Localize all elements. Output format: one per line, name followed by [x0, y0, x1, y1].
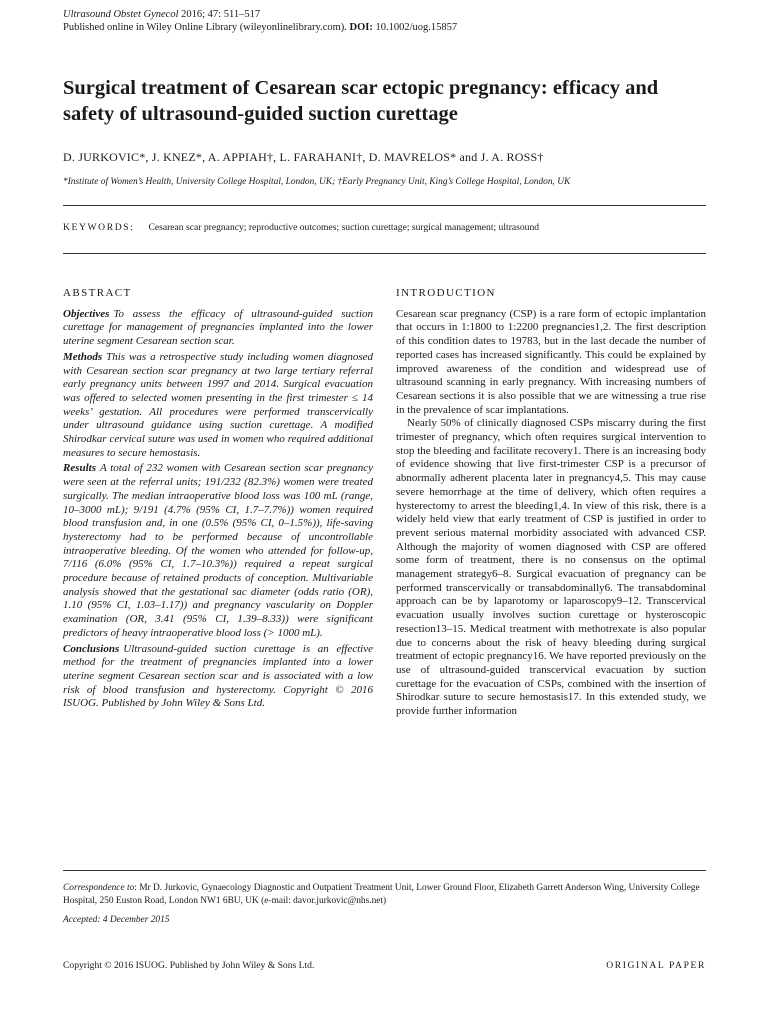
abstract-results [63, 462, 373, 640]
keywords-row [63, 222, 539, 233]
footer-article-type: ORIGINAL PAPER [606, 960, 706, 971]
abstract-label: Results [63, 462, 97, 475]
abstract-conclusions [63, 643, 373, 712]
abstract-objectives [63, 308, 373, 349]
published-online: Published online in Wiley Online Library (wileyonlinelibrary.com). [63, 22, 350, 33]
journal-volume: 2016; 47: 511–517 [178, 9, 261, 20]
divider-top [63, 205, 706, 206]
journal-name: Ultrasound Obstet Gynecol [63, 9, 179, 20]
divider-keywords [63, 253, 706, 254]
keywords-text: Cesarean scar pregnancy; reproductive outcomes; suction curettage; surgical management; ultrasound [148, 222, 540, 233]
abstract-text: To assess the efficacy of ultrasound-guided suction curettage for management of pregnancies implanted into the lower uterine segment Cesarean section scar. [63, 307, 373, 348]
abstract-label: Objectives [63, 307, 110, 320]
journal-citation [63, 8, 457, 21]
introduction-column [396, 287, 706, 719]
intro-paragraph-2: Nearly 50% of clinically diagnosed CSPs miscarry during the first trimester of pregnancy, which often requires surgical intervention to stop the bleeding and facilitate recovery1. There is an increasing body of evidence showing that live first-trimester CSP is a precursor of abnormally adherent placenta later in pregnancy4,5. This may cause severe hemorrhage at the time of delivery, which often requires a hysterectomy to arrest the bleeding1,4. In view of this risk, there is a widely held view that early treatment of CSP is justified in order to prevent serious maternal morbidity associated with advanced CSP. Although the majority of women diagnosed with CSP are offered some form of treatment, there is no consensus on the optimal management strategy6–8. Surgical evacuation of pregnancy can be performed transcervically or transabdominally6. The transabdominal approach can be by laparotomy or laparoscopy9–12. Transcervical evacuation usually involves suction curettage or hysteroscopic resection13–15. Medical treatment with methotrexate is also popular due to concerns about the risk of heavy bleeding during surgical treatment of ectopic pregnancy16. We have reported previously on the use of ultrasound-guided transcervical evacuation by suction curettage for the evacuation of CSPs, combined with the insertion of Shirodkar suture to secure hemostasis17. In this extended study, we provide further information [396, 417, 706, 718]
abstract-text: Ultrasound-guided suction curettage is an effective method for the treatment of pregnancies implanted into a lower uterine segment Cesarean section scar and is associated with a low risk of blood transfusion and hysterectomy. Copyright © 2016 ISUOG. Published by John Wiley & Sons Ltd. [63, 642, 373, 710]
abstract-label: Conclusions [63, 642, 120, 655]
intro-paragraph-1: Cesarean scar pregnancy (CSP) is a rare form of ectopic implantation that occurs in 1:1800 to 1:2200 pregnancies1,2. The first description of this condition dates to 19783, but in the last decade the number of reported cases has increased significantly. This could be explained by improved awareness of the condition and widespread use of ultrasound scanning in early pregnancy. With increasing numbers of Cesarean sections it is also possible that we are witnessing a true rise in the prevalence of scar implantations. [396, 307, 706, 416]
publication-line [63, 21, 457, 34]
correspondence-label: Correspondence to [63, 883, 135, 893]
affiliations: *Institute of Women’s Health, University College Hospital, London, UK; †Early Pregnancy Unit, King’s College Hospital, London, UK [63, 177, 571, 187]
abstract-text: This was a retrospective study including women diagnosed with Cesarean section scar pregnancy at two large tertiary referral early pregnancy units between 1997 and 2014. Surgical evacuation was offered to selected women presenting in the first trimester ≤ 14 weeks’ gestation. All procedures were performed transcervically under ultrasound guidance using suction curettage. A modified Shirodkar cervical suture was used in women who required additional measures to secure hemostasis. [63, 350, 373, 459]
paper-page [63, 0, 706, 1024]
divider-correspondence [63, 870, 706, 871]
correspondence-note [63, 882, 706, 908]
correspondence-text: : Mr D. Jurkovic, Gynaecology Diagnostic and Outpatient Treatment Unit, Lower Ground Floor, Elizabeth Garrett Anderson Wing, University College Hospital, 250 Euston Road, London NW1 6BU, UK (e-mail: davor.jurkovic@nhs.net) [63, 883, 700, 906]
keywords-label: KEYWORDS: [63, 222, 135, 233]
introduction-heading: INTRODUCTION [396, 287, 496, 299]
journal-header [63, 8, 457, 34]
abstract-text: A total of 232 women with Cesarean section scar pregnancy were seen at the referral units; 191/232 (82.3%) women were treated surgically. The median intraoperative blood loss was 100 mL (range, 10–3000 mL); 9/191 (4.7% (95% CI, 1.7–7.7%)) women required blood transfusion and, in one (0.5% (95% CI, 0–1.5%)), life-saving hysterectomy had to be performed because of uncontrollable intraoperative bleeding. Of the women who attended for follow-up, 7/116 (6.0% (95% CI, 1.7–10.3%)) required a repeat surgical procedure because of retained products of conception. Multivariable analysis showed that the gestational sac diameter (odds ratio (OR), 1.10 (95% CI, 1.03–1.17)) and pregnancy vascularity on Doppler examination (OR, 3.41 (95% CI, 1.39–8.33)) were significant predictors of heavy intraoperative blood loss (> 1000 mL). [63, 462, 373, 639]
footer-copyright: Copyright © 2016 ISUOG. Published by John Wiley & Sons Ltd. [63, 960, 315, 971]
paper-title: Surgical treatment of Cesarean scar ectopic pregnancy: efficacy and safety of ultrasound-guided suction curettage [63, 77, 659, 125]
abstract-column [63, 287, 373, 713]
doi-value: 10.1002/uog.15857 [372, 22, 458, 33]
abstract-label: Methods [63, 350, 103, 363]
accepted-date: Accepted: 4 December 2015 [63, 915, 170, 925]
abstract-methods [63, 351, 373, 461]
author-list: D. JURKOVIC*, J. KNEZ*, A. APPIAH†, L. FARAHANI†, D. MAVRELOS* and J. A. ROSS† [63, 150, 544, 164]
abstract-heading: ABSTRACT [63, 287, 132, 299]
doi-label: DOI: [349, 22, 373, 33]
